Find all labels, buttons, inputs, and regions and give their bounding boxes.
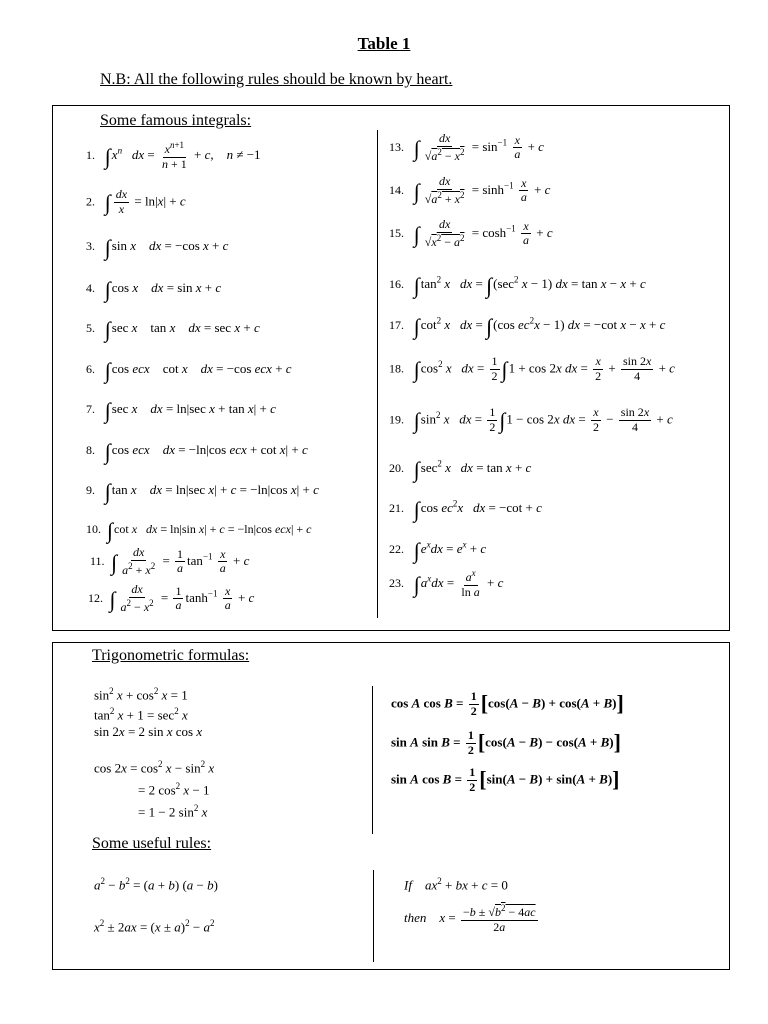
- integral-14: 14. ∫ $\frac{dx}{√a^2 + x^2}$ = $\sinh^{-1}$ $\frac{x}{a}$ + c: [389, 174, 551, 206]
- note: N.B: All the following rules should be known by heart.: [100, 71, 453, 88]
- trig-heading: Trigonometric formulas:: [92, 647, 250, 664]
- integral-20: 20. $\int\sec^2$ x dx = tan x + c: [389, 457, 532, 482]
- integral-12: 12. ∫ $\frac{dx}{a^2 - x^2}$ = $\frac{1}{a}$ $\tanh^{-1}$ $\frac{x}{a}$ + c: [88, 582, 255, 614]
- integral-4: 4. ∫cos x dx = sin x + c: [86, 277, 222, 302]
- integral-15: 15. ∫ $\frac{dx}{√x^2 - a^2}$ = $\cosh^{-1}$ $\frac{x}{a}$ + c: [389, 217, 553, 249]
- useful-rule-1: $a^2 - b^2 = (a + b) (a - b)$: [94, 876, 218, 893]
- integral-21: 21. ∫cos $ec^2x$ dx = −cot + c: [389, 497, 542, 522]
- integral-9: 9. ∫tan x dx = ln|sec x| + c = −ln|cos x| + c: [86, 479, 319, 504]
- page-title: Table 1: [357, 34, 411, 53]
- useful-rule-2: $x^2 \pm 2ax = (x \pm a)^2 - a^2$: [94, 918, 215, 935]
- trig-identity-6: = 1 − 2 $\sin^2 x$: [138, 803, 208, 820]
- integral-13: 13. ∫ $\frac{dx}{√a^2 - x^2}$ = $\sin^{-1}$ $\frac{x}{a}$ + c: [389, 131, 544, 163]
- integral-22: 22. $\int e^xdx = e^x + c$: [389, 538, 487, 563]
- integral-18: 18. $\int\cos^2$ x dx = $\frac{1}{2}$ ∫1 + cos 2x dx = $\frac{x}{2}$ + $\frac{\sin 2x}{4}$ + c: [389, 354, 675, 383]
- trig-identity-3: sin 2x = 2 sin x cos x: [94, 724, 203, 739]
- integral-1: 1. $\int x^n$ dx = $\frac{x^{n+1}}{n + 1}$ + c, n ≠ −1: [86, 140, 261, 171]
- integral-16: 16. $\int\tan^2$ x dx = $\int(\sec^2$ x − 1) dx = tan x − x + c: [389, 273, 646, 298]
- integral-6: 6. ∫cos ecx cot x dx = −cos ecx + c: [86, 358, 292, 383]
- integral-5: 5. ∫sec x tan x dx = sec x + c: [86, 317, 260, 342]
- column-divider: [377, 130, 378, 618]
- integral-8: 8. ∫cos ecx dx = −ln|cos ecx + cot x| + c: [86, 439, 308, 464]
- integral-19: 19. $\int\sin^2$ x dx = $\frac{1}{2}$ ∫1 − cos 2x dx = $\frac{x}{2}$ − $\frac{\sin 2x}{4}$ + c: [389, 405, 673, 434]
- useful-divider: [373, 870, 374, 962]
- trig-identity-2: $\tan^2 x + 1 = \sec^2 x$: [94, 706, 188, 723]
- trig-identity-5: = 2 $\cos^2 x - 1$: [138, 781, 210, 798]
- trig-identity-4: $\cos 2x = \cos^2 x - \sin^2 x$: [94, 759, 215, 776]
- quadratic-condition: If $ax^2$ + bx + c = 0: [404, 876, 508, 893]
- product-to-sum-1: cos A cos B = $\frac{1}{2}$ [cos(A − B) + cos(A + B)]: [391, 689, 624, 718]
- integral-2: 2. ∫ $\frac{dx}{x}$ = ln|x| + c: [86, 187, 186, 216]
- integrals-heading: Some famous integrals:: [100, 112, 252, 129]
- quadratic-formula: then x = $\frac{-b \pm √b^2 - 4ac}{2a}$: [404, 903, 536, 934]
- integral-17: 17. $\int\cot^2$ x dx = ∫(cos $ec^2x - 1$) dx = −cot x − x + c: [389, 314, 666, 339]
- integral-10: 10. ∫cot x dx = ln|sin x| + c = −ln|cos ecx| + c: [86, 518, 312, 543]
- integral-7: 7. ∫sec x dx = ln|sec x + tan x| + c: [86, 398, 276, 423]
- integral-11: 11. ∫ $\frac{dx}{a^2 + x^2}$ = $\frac{1}{a}$ $\tan^{-1}$ $\frac{x}{a}$ + c: [90, 545, 250, 577]
- product-to-sum-2: sin A sin B = $\frac{1}{2}$ [cos(A − B) − cos(A + B)]: [391, 728, 621, 757]
- useful-heading: Some useful rules:: [92, 835, 212, 852]
- trig-identity-1: $\sin^2 x + \cos^2 x = 1$: [94, 686, 188, 703]
- integral-3: 3. ∫sin x dx = −cos x + c: [86, 235, 229, 260]
- product-to-sum-3: sin A cos B = $\frac{1}{2}$ [sin(A − B) + sin(A + B)]: [391, 765, 620, 794]
- trig-divider: [372, 686, 373, 834]
- integral-23: 23. $\int a^xdx$ = $\frac{a^x}{\text{ln a}}$ + c: [389, 568, 504, 599]
